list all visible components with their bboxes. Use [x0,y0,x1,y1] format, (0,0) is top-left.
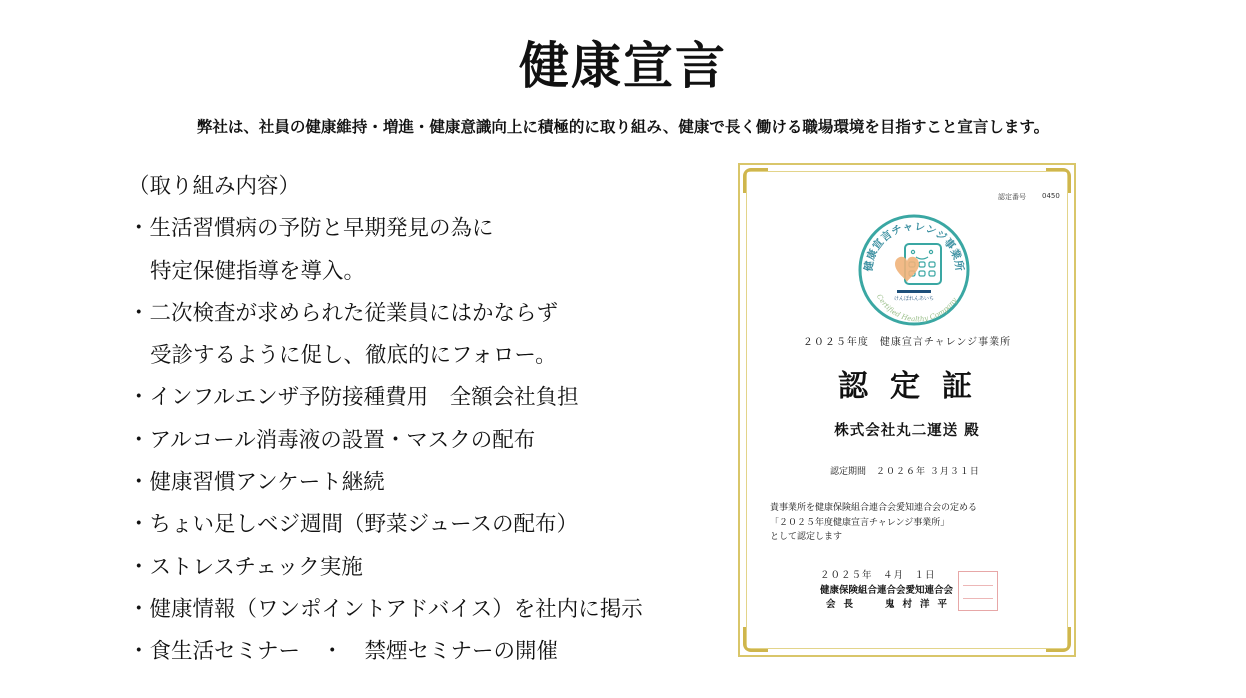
period-label: 認定期間 [830,467,867,477]
logo-arc-text: 健康宣言チャレンジ事業所 [862,220,966,273]
certificate-signer [826,596,955,610]
certificate [738,163,1076,657]
heart-building-logo-icon [847,200,981,334]
body-line: 貴事業所を健康保険組合連合会愛知連合会の定める [770,503,978,513]
certificate-issue-date: ２０２５年 ４月 １日 [820,570,936,581]
seal-stamp-icon [958,571,998,611]
list-item: ・健康情報（ワンポイントアドバイス）を社内に掲示 [128,596,643,622]
body-line: として認定します [770,532,843,542]
corner-ornament [1046,627,1071,652]
list-item: ・インフルエンザ予防接種費用 全額会社負担 [128,385,579,411]
list-item: ・アルコール消毒液の設置・マスクの配布 [128,427,536,453]
list-item: ・健康習慣アンケート継続 [128,470,385,496]
corner-ornament [743,168,768,193]
certificate-number-label: 認定番号 [998,193,1026,201]
signer-role: 会長 [826,599,862,610]
period-value: ２０２６年 ３月３１日 [876,467,980,477]
certificate-heading: 認定証 [838,369,994,404]
initiatives-list [128,166,643,674]
list-item: ・食生活セミナー ・ 禁煙セミナーの開催 [128,639,559,665]
list-item: ・ちょい足しベジ週間（野菜ジュースの配布） [128,512,578,538]
page-title: 健康宣言 [519,37,727,95]
certificate-recipient: 株式会社丸二運送 殿 [834,422,980,439]
body-line: 「２０２５年度健康宣言チャレンジ事業所」 [770,517,950,528]
initiatives-heading: （取り組み内容） [128,174,301,199]
logo-english-text: Certified Healthy Company [874,292,959,324]
corner-ornament [743,627,768,652]
certificate-number: 0450 [1042,192,1060,200]
certificate-period [830,464,980,477]
corner-ornament [1046,168,1071,193]
declaration-statement: 弊社は、社員の健康維持・増進・健康意識向上に積極的に取り組み、健康で長く働ける職場環境を目指すこと宣言します。 [196,118,1050,136]
certificate-body [770,501,977,545]
certificate-year-title: ２０２５年度 健康宣言チャレンジ事業所 [802,337,1012,348]
signer-name: 鬼村洋平 [885,599,956,610]
logo-org-text: けんぽれんあいち [893,296,935,302]
certificate-issuer: 健康保険組合連合会愛知連合会 [820,585,954,596]
list-item: ・ストレスチェック実施 [128,554,363,580]
list-item-continuation: 特定保健指導を導入。 [150,258,366,284]
list-item: ・二次検査が求められた従業員にはかならず [128,300,559,326]
list-item: ・生活習慣病の予防と早期発見の為に [128,216,494,242]
list-item-continuation: 受診するように促し、徹底的にフォロー。 [150,343,557,369]
